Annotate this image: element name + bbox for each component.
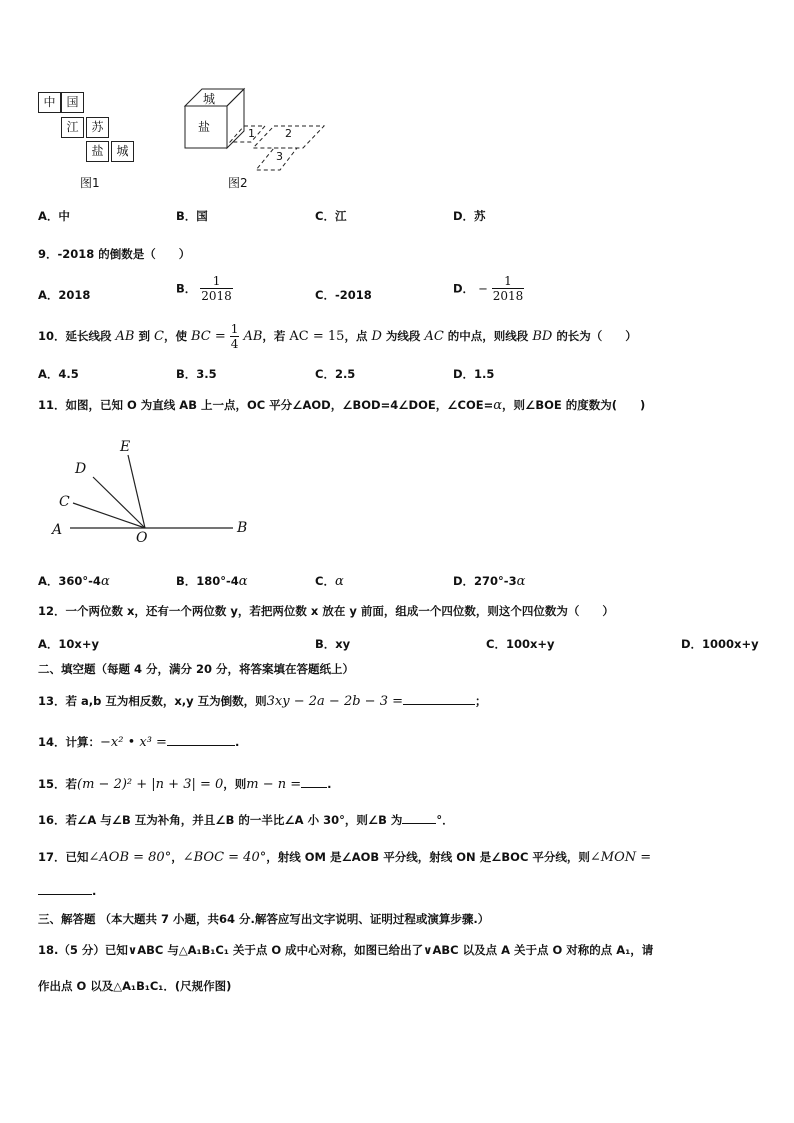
q9-option-a[interactable]: A．2018 (38, 288, 91, 302)
point-d-label: D (75, 461, 87, 477)
q9-option-d-sign: − (478, 281, 488, 296)
q13: 13．若 a,b 互为相反数，x,y 互为倒数，则3xy − 2a − 2b − 3 = ； (38, 694, 487, 709)
q10-option-a[interactable]: A．4.5 (38, 367, 79, 381)
q9-option-d[interactable] (453, 274, 524, 303)
parallelogram-3-label: 3 (276, 150, 283, 163)
cube-top-label: 城 (203, 92, 216, 106)
q14: 14．计算：−x² • x³ = . (38, 735, 240, 750)
point-e-label: E (120, 439, 131, 455)
q17-answer-blank[interactable] (38, 894, 92, 895)
ray-oe (128, 455, 145, 528)
q9-option-b-prefix: B． (176, 281, 197, 296)
section-2-heading: 二、填空题（每题 4 分，满分 20 分，将答案填在答题纸上） (38, 662, 355, 676)
q11-option-b[interactable]: B．180°-4α (176, 574, 248, 589)
parallelogram-1-label: 1 (248, 127, 255, 140)
cube-front-label: 盐 (198, 120, 211, 134)
net-cell: 江 (61, 117, 84, 138)
q12-option-c[interactable]: C．100x+y (486, 637, 555, 651)
figure-2-caption: 图2 (228, 176, 248, 190)
q10-stem: 10．延长线段 AB 到 C，使 BC = $\frac{1}{4}$ AB，若 AC = 15，点 D 为线段 AC 的中点，则线段 BD 的长为（ ） (38, 322, 637, 351)
point-c-label: C (59, 494, 70, 510)
net-cell: 城 (111, 141, 134, 162)
q15: 15．若(m − 2)² + |n + 3| = 0，则m − n = . (38, 777, 332, 792)
q11-option-a[interactable]: A．360°-4α (38, 574, 110, 589)
q9-stem: 9．-2018 的倒数是（ ） (38, 247, 191, 261)
q11-figure (48, 435, 263, 550)
q16: 16．若∠A 与∠B 互为补角，并且∠B 的一半比∠A 小 30°，则∠B 为 °． (38, 813, 454, 827)
net-cell: 苏 (86, 117, 109, 138)
q9-option-d-fraction: $\frac{1}{2018}$ (492, 274, 524, 303)
q8-option-b[interactable]: B．国 (176, 209, 208, 223)
point-a-label: A (52, 522, 63, 538)
q10-fraction: $\frac{1}{4}$ (230, 322, 239, 351)
q13-answer-blank[interactable] (403, 704, 475, 705)
q12-option-d[interactable]: D．1000x+y (681, 637, 759, 651)
q17: 17．已知∠AOB = 80°，∠BOC = 40°，射线 OM 是∠AOB 平分线，射线 ON 是∠BOC 平分线，则∠MON = (38, 850, 652, 865)
q12-stem: 12．一个两位数 x，还有一个两位数 y，若把两位数 x 放在 y 前面，组成一个四位数，则这个四位数为（ ） (38, 604, 614, 618)
q14-answer-blank[interactable] (167, 745, 235, 746)
q18-line-1: 18.（5 分）已知∨ABC 与△A₁B₁C₁ 关于点 O 成中心对称，如图已给出了∨ABC 以及点 A 关于点 O 对称的点 A₁，请 (38, 943, 654, 957)
q11-stem: 11．如图，已知 O 为直线 AB 上一点，OC 平分∠AOD，∠BOD=4∠DOE，∠COE=α，则∠BOE 的度数为( ) (38, 398, 646, 413)
q10-option-d[interactable]: D．1.5 (453, 367, 495, 381)
q9-option-b-fraction: $\frac{1}{2018}$ (201, 274, 232, 303)
point-o-label: O (136, 530, 148, 546)
q11-option-d[interactable]: D．270°-3α (453, 574, 526, 589)
net-cell: 国 (61, 92, 84, 113)
q9-option-c[interactable]: C．-2018 (315, 288, 372, 302)
net-cell: 盐 (86, 141, 109, 162)
q8-option-a[interactable]: A．中 (38, 209, 70, 223)
q10-option-c[interactable]: C．2.5 (315, 367, 356, 381)
section-3-heading: 三、解答题 （本大题共 7 小题，共64 分.解答应写出文字说明、证明过程或演算步骤.） (38, 912, 490, 926)
q9-option-b[interactable] (176, 274, 233, 303)
q8-option-c[interactable]: C．江 (315, 209, 347, 223)
q9-option-d-prefix: D． (453, 281, 475, 296)
ray-od (93, 477, 145, 528)
q15-answer-blank[interactable] (301, 787, 327, 788)
q11-option-c[interactable]: C．α (315, 574, 344, 589)
q16-answer-blank[interactable] (402, 823, 436, 824)
figure-1-caption: 图1 (80, 176, 100, 190)
cube-right-face (227, 89, 244, 148)
q8-option-d[interactable]: D．苏 (453, 209, 486, 223)
q12-option-a[interactable]: A．10x+y (38, 637, 99, 651)
parallelogram-2-label: 2 (285, 127, 292, 140)
q10-option-b[interactable]: B．3.5 (176, 367, 217, 381)
q17-answer-line: . (38, 884, 96, 898)
q12-option-b[interactable]: B．xy (315, 637, 351, 651)
q18-line-2: 作出点 O 以及△A₁B₁C₁．(尺规作图) (38, 979, 232, 993)
ray-oc (73, 503, 145, 528)
net-cell: 中 (38, 92, 61, 113)
point-b-label: B (237, 520, 248, 536)
